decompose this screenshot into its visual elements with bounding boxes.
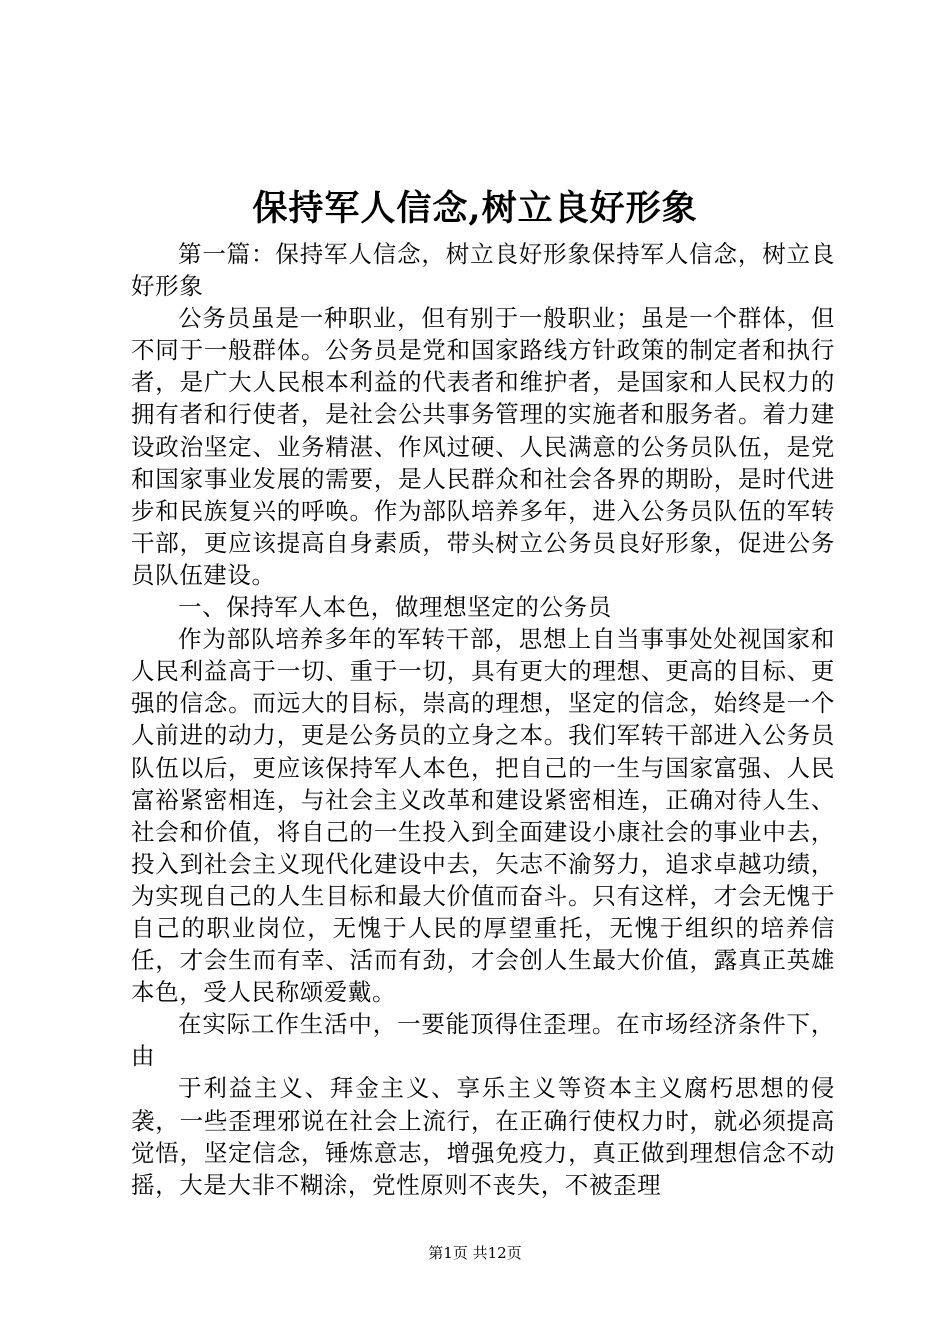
paragraph-civil-servant: 公务员虽是一种职业，但有别于一般职业；虽是一个群体，但不同于一般群体。公务员是党和国家路线方针政策的制定者和执行者，是广大人民根本利益的代表者和维护者，是国家和人民权力的拥有者和行使者，是社会公共事务管理的实施者和服务者。着力建设政治坚定、业务精湛、作风过硬、人民满意的公务员队伍，是党和国家事业发展的需要，是人民群众和社会各界的期盼，是时代进步和民族复兴的呼唤。作为部队培养多年，进入公务员队伍的军转干部，更应该提高自身素质，带头树立公务员良好形象，促进公务员队伍建设。: [131, 304, 835, 589]
paragraph-military-character: 作为部队培养多年的军转干部，思想上自当事事处处视国家和人民利益高于一切、重于一切，具有更大的理想、更高的目标、更强的信念。而远大的目标，崇高的理想，坚定的信念，始终是一个人前进的动力，更是公务员的立身之本。我们军转干部进入公务员队伍以后，更应该保持军人本色，把自己的一生与国家富强、人民富裕紧密相连，与社会主义改革和建设紧密相连，正确对待人生、社会和价值，将自己的一生投入到全面建设小康社会的事业中去，投入到社会主义现代化建设中去，矢志不渝努力，追求卓越功绩，为实现自己的人生目标和最大价值而奋斗。只有这样，才会无愧于自己的职业岗位，无愧于人民的厚望重托，无愧于组织的培养信任，才会生而有幸、活而有劲，才会创人生最大价值，露真正英雄本色，受人民称颂爱戴。: [131, 625, 835, 1007]
paragraph-intro: 第一篇：保持军人信念，树立良好形象保持军人信念，树立良好形象: [131, 240, 835, 301]
section-heading-1: 一、保持军人本色，做理想坚定的公务员: [178, 593, 612, 622]
page-number-footer: 第1页 共12页: [428, 1244, 522, 1262]
paragraph-practical-work: 在实际工作生活中，一要能顶得住歪理。在市场经济条件下，由: [131, 1010, 835, 1071]
document-body: [131, 238, 835, 1201]
document-title: 保持军人信念,树立良好形象: [252, 188, 698, 229]
paragraph-continued: 于利益主义、拜金主义、享乐主义等资本主义腐朽思想的侵袭，一些歪理邪说在社会上流行，在正确行使权力时，就必须提高觉悟，坚定信念，锤炼意志，增强免疫力，真正做到理想信念不动摇，大是大非不糊涂，党性原则不丧失，不被歪理: [131, 1074, 835, 1199]
